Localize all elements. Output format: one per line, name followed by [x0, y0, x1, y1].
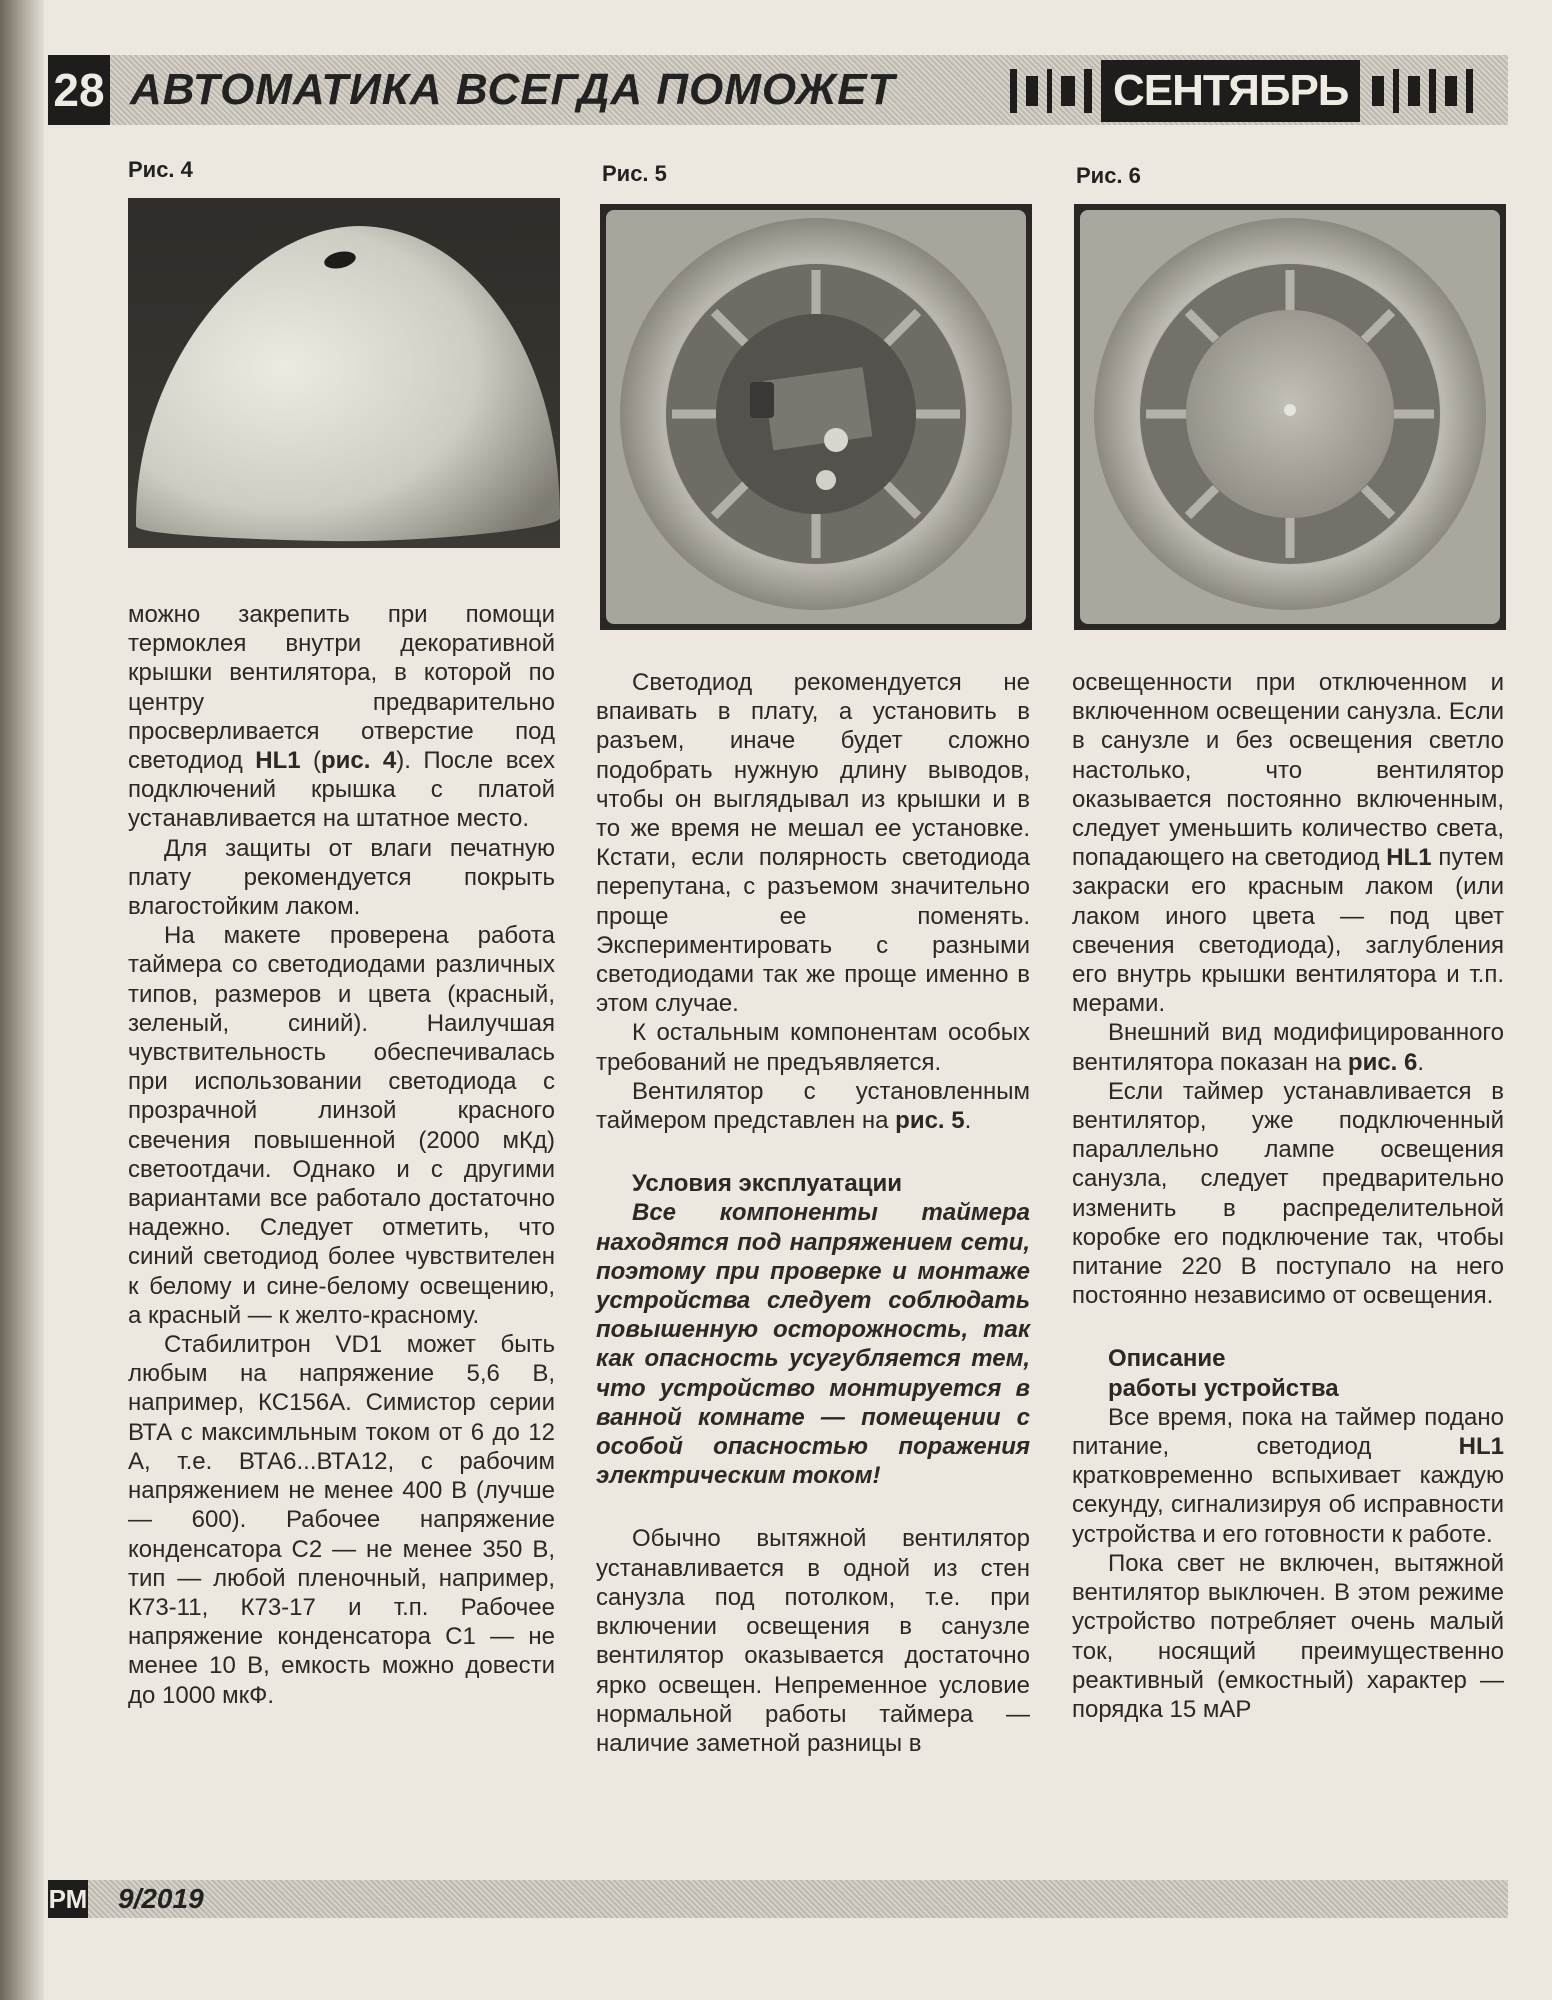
- section-heading-description-1: Описание: [1108, 1345, 1226, 1373]
- col1-paragraph-1: можно закрепить при помощи термоклея внутри декоративной крышки вентилятора, в которой по центру предварительно просверливается отверстие под светодиод HL1 (рис. 4). После всех подключений крышка с платой устанавливается на штатное место.: [128, 601, 555, 833]
- col2-paragraph-3: Вентилятор с установленным таймером представлен на рис. 5.: [596, 1077, 1030, 1135]
- figure-label-5: Рис. 5: [602, 161, 667, 186]
- page-edge-shadow: [0, 0, 44, 2000]
- issue-number: 9/2019: [118, 1883, 204, 1914]
- decor-bar: [1047, 69, 1052, 113]
- safety-warning: Все компоненты таймера находятся под напряжением сети, поэтому при проверке и монтаже устройства следует соблюдать повышенную осторожность, так как опасность усугубляется тем, что устройство монтируется в ванной комнате — помещении с особой опасностью поражения электрическим током!: [596, 1199, 1030, 1490]
- decor-bar: [1084, 69, 1092, 113]
- col1-paragraph-3: На макете проверена работа таймера со светодиодами различных типов, размеров и цвета (красный, зеленый, синий). Наилучшая чувствительность обеспечивалась при использовании светодиода с прозрачной линзой красного свечения повышенной (2000 мКд) светоотдачи. Однако и с другими вариантами все работало достаточно надежно. Следует отметить, что синий светодиод более чувствителен к белому и сине-белому освещению, а красный — к желто-красному.: [128, 922, 555, 1329]
- section-heading-description-2: работы устройства: [1108, 1374, 1339, 1402]
- decor-bar: [1429, 69, 1436, 113]
- spacer: [596, 1135, 1030, 1169]
- text-column-3: [1072, 668, 1504, 1724]
- led-indicator: [1284, 404, 1296, 416]
- col1-paragraph-2: Для защиты от влаги печатную плату рекомендуется покрыть влагостойким лаком.: [128, 834, 555, 921]
- spacer: [1072, 1310, 1504, 1344]
- col2-paragraph-4: Обычно вытяжной вентилятор устанавливается в одной из стен санузла под потолком, т.е. при включении освещения в санузле вентилятор оказывается достаточно ярко освещен. Непременное условие нормальной работы таймера — наличие заметной разницы в: [596, 1525, 1030, 1757]
- decor-bar: [1445, 76, 1457, 106]
- figure-5-photo: [600, 204, 1032, 630]
- timer-board: [764, 367, 873, 450]
- magazine-logo: РМ: [48, 1880, 88, 1918]
- decor-bar: [1372, 76, 1384, 106]
- col3-paragraph-1: освещенности при отключенном и включенном освещении санузла. Если в санузле и без освещения светло настолько, что вентилятор оказывается постоянно включенным, следует уменьшить количество света, попадающего на светодиод HL1 путем закраски его красным лаком (или лаком иного цвета — под цвет свечения светодиода), заглубления его внутрь крышки вентилятора и т.п. мерами.: [1072, 669, 1504, 1018]
- col3-paragraph-5: Пока свет не включен, вытяжной вентилятор выключен. В этом режиме устройство потребляет очень малый ток, носящий преимущественно реактивный (емкостный) характер — порядка 15 мАР: [1072, 1549, 1504, 1723]
- col2-paragraph-2: К остальным компонентам особых требований не предъявляется.: [596, 1019, 1030, 1076]
- col2-paragraph-1: Светодиод рекомендуется не впаивать в плату, а установить в разъем, иначе будет сложно подобрать нужную длину выводов, чтобы он выглядывал из крышки и в то же время не мешал ее установке. Кстати, если полярность светодиода перепутана, с разъемом значительно проще ее поменять. Экспериментировать с разными светодиодами так же проще именно в этом случае.: [596, 669, 1030, 1018]
- spacer: [596, 1490, 1030, 1524]
- text-column-2: [596, 668, 1030, 1758]
- col3-paragraph-2: Внешний вид модифицированного вентилятора показан на рис. 6.: [1072, 1019, 1504, 1076]
- figure-6-photo: [1074, 204, 1506, 630]
- decor-bar: [1010, 69, 1017, 113]
- footer-band: [48, 1880, 1508, 1918]
- col1-paragraph-4: Стабилитрон VD1 может быть любым на напряжение 5,6 В, например, КС156А. Симистор серии ВТА с максимльным током от 6 до 12 А, т.е. ВТА6...ВТА12, с рабочим напряжением не менее 400 В (лучше — 600). Рабочее напряжение конденсатора С2 — не менее 350 В, тип — любой пленочный, например, К73-11, К73-17 и т.п. Рабочее напряжение конденсатора С1 — не менее 10 В, емкость можно довести до 1000 мкФ.: [128, 1331, 555, 1709]
- month-badge: [1010, 58, 1482, 124]
- decor-bar: [1466, 69, 1473, 113]
- decor-bar: [1026, 76, 1038, 106]
- figure-label-4: Рис. 4: [128, 157, 193, 182]
- page-number: 28: [48, 55, 110, 125]
- month-label: СЕНТЯБРЬ: [1101, 60, 1360, 122]
- capacitor: [750, 382, 774, 418]
- figure-label-6: Рис. 6: [1076, 163, 1141, 188]
- decor-bar: [1061, 76, 1075, 106]
- text-column-1: [128, 600, 555, 1710]
- col3-paragraph-3: Если таймер устанавливается в вентилятор, уже подключенный параллельно лампе освещения санузла, следует предварительно изменить в распределительной коробке его подключение так, чтобы питание 220 В поступало на него постоянно независимо от освещения.: [1072, 1077, 1504, 1310]
- decor-bar: [1393, 69, 1399, 113]
- page-title: АВТОМАТИКА ВСЕГДА ПОМОЖЕТ: [130, 65, 896, 114]
- decor-bar: [1408, 76, 1420, 106]
- col3-paragraph-4: Все время, пока на таймер подано питание, светодиод HL1 кратковременно вспыхивает каждую секунду, сигнализируя об исправности устройства и его готовности к работе.: [1072, 1403, 1504, 1548]
- figure-4-photo: [128, 198, 560, 548]
- section-heading-conditions: Условия эксплуатации: [632, 1170, 902, 1198]
